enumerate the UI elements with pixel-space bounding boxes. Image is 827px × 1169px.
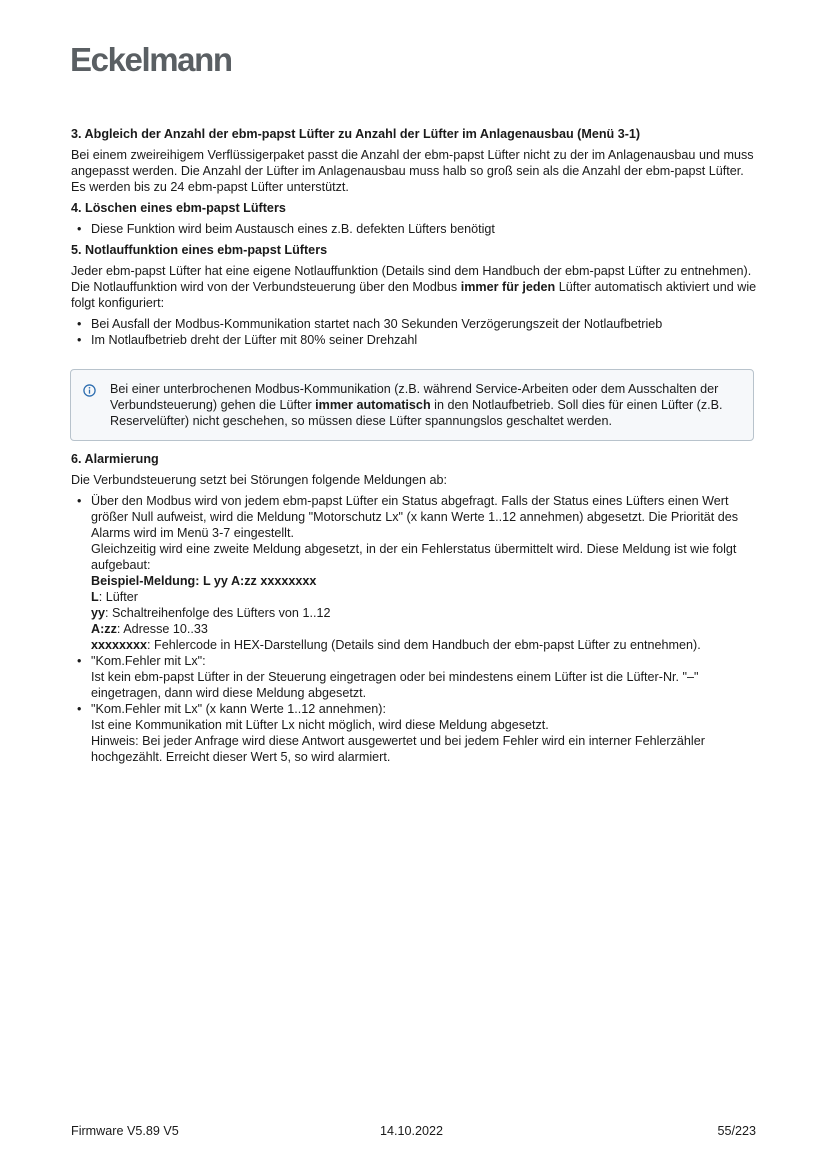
eckelmann-logo: Eckelmann — [70, 41, 232, 78]
def-key: xxxxxxxx — [91, 638, 148, 652]
list-item — [91, 493, 757, 653]
section-4-title: 4. Löschen eines ebm-papst Lüfters — [71, 201, 286, 215]
page-content — [71, 126, 757, 770]
text-line: Hinweis: Bei jeder Anfrage wird diese Antwort ausgewertet und bei jedem Fehler wird ein interner Fehlerzähler hochgezählt. Erreicht dieser Wert 5, so wird alarmiert. — [91, 734, 705, 764]
list-item: • Diese Funktion wird beim Austausch eines z.B. defekten Lüfters benötigt — [91, 221, 757, 237]
text-line: • Über den Modbus wird von jedem ebm-papst Lüfter ein Status abgefragt. Falls der Status eines Lüfters einen Wert größer Null aufweist, wird die Meldung "Motorschutz Lx" (x kann Werte 1..12 annehmen) abgesetzt. Die Priorität des Alarms wird im Menü 3-7 eingestellt. — [91, 494, 739, 540]
definition-x — [91, 637, 757, 653]
text-line: Ist kein ebm-papst Lüfter in der Steuerung eingetragen oder bei mindestens einem Lüfter ist die Lüfter-Nr. "–" eingetragen, dann wird diese Meldung abgesetzt. — [91, 670, 699, 700]
footer-date: 14.10.2022 — [380, 1124, 444, 1138]
section-5-paragraph — [71, 263, 757, 311]
list-item — [91, 653, 757, 701]
section-4-list — [71, 221, 757, 237]
section-3-paragraph: Bei einem zweireihigem Verflüssigerpaket passt die Anzahl der ebm-papst Lüfter nicht zu der im Anlagenausbau und muss angepasst werden. Die Anzahl der Lüfter im Anlagenausbau muss halb so groß sein als die Anzahl der ebm-papst Lüfter. — [71, 148, 754, 178]
info-note-box — [70, 369, 754, 441]
list-item: • Bei Ausfall der Modbus-Kommunikation startet nach 30 Sekunden Verzögerungszeit der Notlaufbetrieb — [91, 316, 757, 332]
def-key: L — [91, 590, 99, 604]
section-6-title: 6. Alarmierung — [71, 452, 159, 466]
section-6-intro: Die Verbundsteuerung setzt bei Störungen folgende Meldungen ab: — [71, 473, 447, 487]
section-3-text — [71, 147, 757, 195]
text-line: • "Kom.Fehler mit Lx" (x kann Werte 1..12 annehmen): — [91, 702, 386, 716]
text-line: Gleichzeitig wird eine zweite Meldung abgesetzt, in der ein Fehlerstatus übermittelt wird. Diese Meldung ist wie folgt aufgebaut: — [91, 542, 737, 572]
def-key: yy — [91, 606, 106, 620]
def-value: : Fehlercode in HEX-Darstellung (Details sind dem Handbuch der ebm-papst Lüfter zu entnehmen). — [147, 638, 701, 652]
note-text: Bei einer unterbrochenen Modbus-Kommunikation (z.B. während Service-Arbeiten oder dem Ausschalten der Verbundsteuerung) gehen die Lüfter — [110, 382, 719, 412]
def-value: : Schaltreihenfolge des Lüfters von 1..12 — [105, 606, 331, 620]
bold-text: immer für jeden — [460, 280, 556, 294]
definition-l — [91, 589, 757, 605]
footer-firmware: Firmware V5.89 V5 — [71, 1124, 179, 1138]
definition-a — [91, 621, 757, 637]
section-3-title: 3. Abgleich der Anzahl der ebm-papst Lüfter zu Anzahl der Lüfter im Anlagenausbau (Menü 3-1) — [71, 127, 641, 141]
section-3-support-note: Es werden bis zu 24 ebm-papst Lüfter unterstützt. — [71, 180, 349, 194]
definition-yy — [91, 605, 757, 621]
def-value: : Lüfter — [98, 590, 138, 604]
text-span: Lüfter automatisch aktiviert und wie folgt konfiguriert: — [71, 280, 757, 310]
text-line: • "Kom.Fehler mit Lx": — [91, 654, 206, 668]
section-5-title: 5. Notlauffunktion eines ebm-papst Lüfters — [71, 243, 328, 257]
list-item: • Im Notlaufbetrieb dreht der Lüfter mit 80% seiner Drehzahl — [91, 332, 757, 348]
example-message: Beispiel-Meldung: L yy A:zz xxxxxxxx — [91, 574, 317, 588]
bold-text: immer automatisch — [315, 398, 431, 412]
list-item — [91, 701, 757, 765]
note-text: in den Notlaufbetrieb. Soll dies für einen Lüfter (z.B. Reservelüfter) nicht geschehen, so müssen diese Lüfter spannungslos geschaltet werden. — [110, 398, 723, 428]
text-span: Jeder ebm-papst Lüfter hat eine eigene Notlauffunktion (Details sind dem Handbuch der ebm-papst Lüfter zu entnehmen). Die Notlauffunktion wird von der Verbundsteuerung über den Modbus — [71, 264, 752, 294]
section-6-list — [71, 493, 757, 765]
text-line: Ist eine Kommunikation mit Lüfter Lx nicht möglich, wird diese Meldung abgesetzt. — [91, 718, 549, 732]
footer-page-number: 55/223 — [717, 1124, 756, 1138]
def-key: A:zz — [91, 622, 117, 636]
info-icon — [83, 384, 96, 397]
def-value: : Adresse 10..33 — [116, 622, 208, 636]
section-5-list — [71, 316, 757, 348]
